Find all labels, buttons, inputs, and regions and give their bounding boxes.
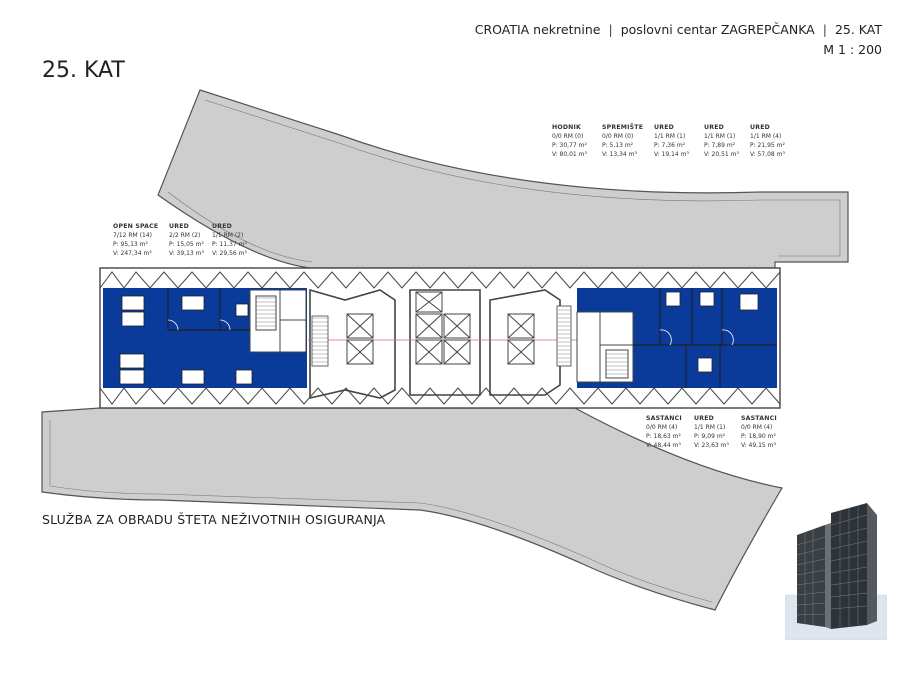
floor-title: 25. KAT: [42, 58, 125, 83]
room-label-ured-2: URED 1/1 RM (1) P: 7,89 m² V: 20,51 m³: [704, 124, 739, 158]
staircase-right: [557, 306, 571, 366]
building-name: poslovni centar ZAGREPČANKA: [620, 22, 815, 37]
building-illustration: [785, 495, 887, 640]
room-label-ured-3: URED 1/1 RM (4) P: 21,95 m² V: 57,08 m³: [750, 124, 785, 158]
room-label-ured-left-1: URED 2/2 RM (2) P: 15,05 m² V: 39,13 m³: [169, 223, 204, 257]
room-label-sastanci-2: SASTANCI 0/0 RM (4) P: 18,90 m² V: 49,15 m³: [741, 415, 777, 449]
room-label-ured-bottom: URED 1/1 RM (1) P: 9,09 m² V: 23,63 m³: [694, 415, 729, 449]
department-name: SLUŽBA ZA OBRADU ŠTETA NEŽIVOTNIH OSIGURANJA: [42, 512, 386, 527]
room-label-spremiste: SPREMIŠTE 0/0 RM (0) P: 5,13 m² V: 13,34 m³: [602, 124, 644, 158]
room-label-open-space: OPEN SPACE 7/12 RM (14) P: 95,13 m² V: 247,34 m³: [113, 223, 159, 257]
room-label-ured-1: URED 1/1 RM (1) P: 7,36 m² V: 19,14 m³: [654, 124, 689, 158]
header-floor: 25. KAT: [834, 22, 882, 37]
room-label-sastanci-1: SASTANCI 0/0 RM (4) P: 18,63 m² V: 48,44 m³: [646, 415, 682, 449]
scale-label: M 1 : 200: [823, 42, 882, 57]
staircase-left: [312, 316, 328, 366]
upper-terrace: [158, 90, 848, 268]
room-label-hodnik: HODNIK 0/0 RM (0) P: 30,77 m² V: 80,01 m³: [552, 124, 587, 158]
header-breadcrumb: CROATIA nekretnine | poslovni centar ZAGREPČANKA | 25. KAT: [474, 22, 882, 37]
company-name: CROATIA nekretnine: [474, 22, 601, 37]
room-label-ured-left-2: URED 1/1 RM (2) P: 11,37 m² V: 29,56 m³: [212, 223, 247, 257]
